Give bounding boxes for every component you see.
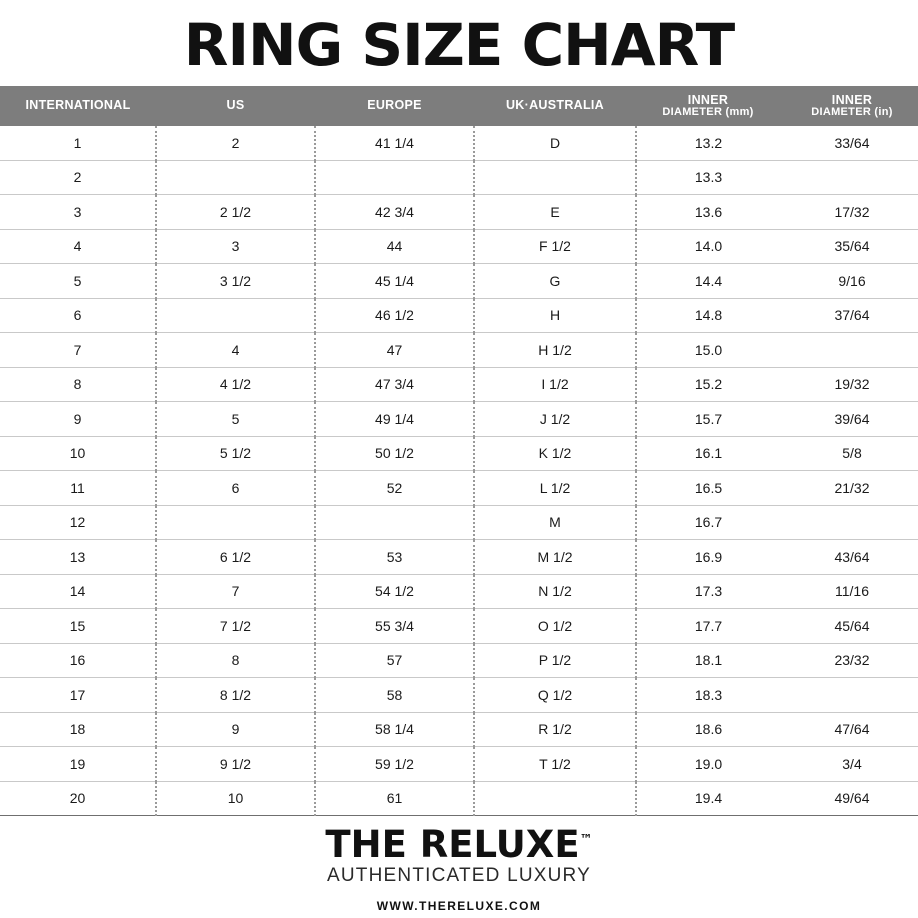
cell-europe: 61	[315, 781, 474, 816]
cell-europe: 42 3/4	[315, 195, 474, 230]
cell-inner-diameter-mm: 13.3	[636, 160, 780, 195]
cell-inner-diameter-mm: 14.8	[636, 298, 780, 333]
cell-inner-diameter-in: 19/32	[780, 367, 918, 402]
cell-us: 10	[156, 781, 315, 816]
cell-international: 3	[0, 195, 156, 230]
cell-inner-diameter-mm: 13.2	[636, 126, 780, 160]
cell-us: 7	[156, 574, 315, 609]
cell-europe: 58 1/4	[315, 712, 474, 747]
cell-uk-australia: R 1/2	[474, 712, 636, 747]
cell-uk-australia: L 1/2	[474, 471, 636, 506]
table-row	[0, 712, 918, 747]
table-row	[0, 747, 918, 782]
table-row	[0, 540, 918, 575]
cell-us: 6 1/2	[156, 540, 315, 575]
cell-inner-diameter-mm: 16.7	[636, 505, 780, 540]
cell-inner-diameter-mm: 19.4	[636, 781, 780, 816]
table-header	[0, 86, 918, 126]
cell-us: 8	[156, 643, 315, 678]
cell-europe: 47 3/4	[315, 367, 474, 402]
column-header-inner-diameter-mm: INNER DIAMETER (mm)	[636, 86, 780, 126]
cell-inner-diameter-mm: 15.0	[636, 333, 780, 368]
cell-europe: 52	[315, 471, 474, 506]
website-url: WWW.THERELUXE.COM	[376, 899, 542, 913]
cell-europe: 41 1/4	[315, 126, 474, 160]
cell-inner-diameter-in: 35/64	[780, 229, 918, 264]
trademark-symbol: ™	[579, 832, 593, 848]
table-row	[0, 367, 918, 402]
cell-inner-diameter-in: 9/16	[780, 264, 918, 299]
cell-inner-diameter-mm: 14.4	[636, 264, 780, 299]
table-header-row	[0, 86, 918, 126]
cell-inner-diameter-in: 49/64	[780, 781, 918, 816]
cell-us: 2	[156, 126, 315, 160]
table-row	[0, 126, 918, 160]
column-header-uk-australia: UK·AUSTRALIA	[474, 86, 636, 126]
cell-europe: 49 1/4	[315, 402, 474, 437]
cell-international: 16	[0, 643, 156, 678]
table-row	[0, 574, 918, 609]
footer	[0, 823, 918, 913]
cell-inner-diameter-mm: 18.1	[636, 643, 780, 678]
cell-inner-diameter-in: 33/64	[780, 126, 918, 160]
cell-uk-australia: F 1/2	[474, 229, 636, 264]
cell-international: 1	[0, 126, 156, 160]
cell-inner-diameter-mm: 15.7	[636, 402, 780, 437]
table-row	[0, 436, 918, 471]
cell-inner-diameter-in: 39/64	[780, 402, 918, 437]
cell-inner-diameter-in	[780, 678, 918, 713]
table-row	[0, 402, 918, 437]
cell-international: 7	[0, 333, 156, 368]
column-header-us: US	[156, 86, 315, 126]
cell-europe: 53	[315, 540, 474, 575]
cell-uk-australia	[474, 160, 636, 195]
cell-international: 18	[0, 712, 156, 747]
table-row	[0, 678, 918, 713]
cell-us: 4 1/2	[156, 367, 315, 402]
table-row	[0, 609, 918, 644]
cell-uk-australia: D	[474, 126, 636, 160]
cell-europe: 50 1/2	[315, 436, 474, 471]
cell-europe: 55 3/4	[315, 609, 474, 644]
cell-us: 5	[156, 402, 315, 437]
cell-europe	[315, 505, 474, 540]
cell-international: 19	[0, 747, 156, 782]
cell-international: 15	[0, 609, 156, 644]
cell-uk-australia: T 1/2	[474, 747, 636, 782]
cell-inner-diameter-mm: 13.6	[636, 195, 780, 230]
cell-us: 3	[156, 229, 315, 264]
cell-europe: 44	[315, 229, 474, 264]
ring-size-table	[0, 86, 918, 816]
column-header-international: INTERNATIONAL	[0, 86, 156, 126]
cell-uk-australia: K 1/2	[474, 436, 636, 471]
cell-international: 9	[0, 402, 156, 437]
cell-uk-australia: N 1/2	[474, 574, 636, 609]
cell-uk-australia: P 1/2	[474, 643, 636, 678]
cell-inner-diameter-in: 37/64	[780, 298, 918, 333]
cell-us: 3 1/2	[156, 264, 315, 299]
cell-uk-australia: J 1/2	[474, 402, 636, 437]
cell-inner-diameter-mm: 18.3	[636, 678, 780, 713]
cell-us	[156, 505, 315, 540]
cell-inner-diameter-in: 11/16	[780, 574, 918, 609]
cell-us: 9 1/2	[156, 747, 315, 782]
table-row	[0, 781, 918, 816]
cell-international: 5	[0, 264, 156, 299]
cell-uk-australia: H	[474, 298, 636, 333]
cell-international: 20	[0, 781, 156, 816]
cell-uk-australia	[474, 781, 636, 816]
cell-europe: 58	[315, 678, 474, 713]
cell-us: 5 1/2	[156, 436, 315, 471]
cell-inner-diameter-mm: 16.9	[636, 540, 780, 575]
cell-inner-diameter-in	[780, 333, 918, 368]
cell-us: 4	[156, 333, 315, 368]
brand-tagline: AUTHENTICATED LUXURY	[327, 865, 591, 886]
cell-inner-diameter-mm: 15.2	[636, 367, 780, 402]
cell-uk-australia: E	[474, 195, 636, 230]
cell-international: 6	[0, 298, 156, 333]
cell-international: 2	[0, 160, 156, 195]
cell-inner-diameter-in: 5/8	[780, 436, 918, 471]
cell-inner-diameter-in: 43/64	[780, 540, 918, 575]
cell-uk-australia: G	[474, 264, 636, 299]
cell-uk-australia: I 1/2	[474, 367, 636, 402]
cell-us	[156, 160, 315, 195]
cell-international: 8	[0, 367, 156, 402]
cell-inner-diameter-in	[780, 160, 918, 195]
cell-inner-diameter-in: 45/64	[780, 609, 918, 644]
cell-inner-diameter-mm: 17.3	[636, 574, 780, 609]
cell-us: 6	[156, 471, 315, 506]
cell-inner-diameter-mm: 16.5	[636, 471, 780, 506]
cell-us: 8 1/2	[156, 678, 315, 713]
cell-international: 10	[0, 436, 156, 471]
cell-inner-diameter-in: 21/32	[780, 471, 918, 506]
table-row	[0, 333, 918, 368]
cell-inner-diameter-mm: 18.6	[636, 712, 780, 747]
cell-international: 4	[0, 229, 156, 264]
table-body	[0, 126, 918, 816]
cell-uk-australia: H 1/2	[474, 333, 636, 368]
cell-uk-australia: O 1/2	[474, 609, 636, 644]
column-header-inner-diameter-in: INNER DIAMETER (in)	[780, 86, 918, 126]
table-row	[0, 195, 918, 230]
cell-uk-australia: M	[474, 505, 636, 540]
cell-international: 12	[0, 505, 156, 540]
cell-international: 13	[0, 540, 156, 575]
cell-us: 7 1/2	[156, 609, 315, 644]
cell-europe: 59 1/2	[315, 747, 474, 782]
cell-europe: 57	[315, 643, 474, 678]
cell-europe: 47	[315, 333, 474, 368]
cell-uk-australia: Q 1/2	[474, 678, 636, 713]
table-row	[0, 643, 918, 678]
cell-inner-diameter-in: 3/4	[780, 747, 918, 782]
column-header-europe: EUROPE	[315, 86, 474, 126]
page-title: RING SIZE CHART	[183, 11, 735, 79]
table-row	[0, 471, 918, 506]
cell-inner-diameter-mm: 14.0	[636, 229, 780, 264]
cell-inner-diameter-in: 23/32	[780, 643, 918, 678]
cell-inner-diameter-in: 17/32	[780, 195, 918, 230]
cell-inner-diameter-mm: 16.1	[636, 436, 780, 471]
cell-inner-diameter-in	[780, 505, 918, 540]
cell-europe: 45 1/4	[315, 264, 474, 299]
cell-international: 14	[0, 574, 156, 609]
cell-europe	[315, 160, 474, 195]
cell-international: 17	[0, 678, 156, 713]
brand-name: THE RELUXE™	[325, 823, 593, 866]
cell-europe: 46 1/2	[315, 298, 474, 333]
cell-europe: 54 1/2	[315, 574, 474, 609]
table-row	[0, 264, 918, 299]
cell-us	[156, 298, 315, 333]
cell-inner-diameter-in: 47/64	[780, 712, 918, 747]
cell-inner-diameter-mm: 17.7	[636, 609, 780, 644]
table-row	[0, 298, 918, 333]
table-row	[0, 160, 918, 195]
cell-uk-australia: M 1/2	[474, 540, 636, 575]
cell-us: 2 1/2	[156, 195, 315, 230]
cell-inner-diameter-mm: 19.0	[636, 747, 780, 782]
table-row	[0, 229, 918, 264]
table-row	[0, 505, 918, 540]
cell-us: 9	[156, 712, 315, 747]
cell-international: 11	[0, 471, 156, 506]
